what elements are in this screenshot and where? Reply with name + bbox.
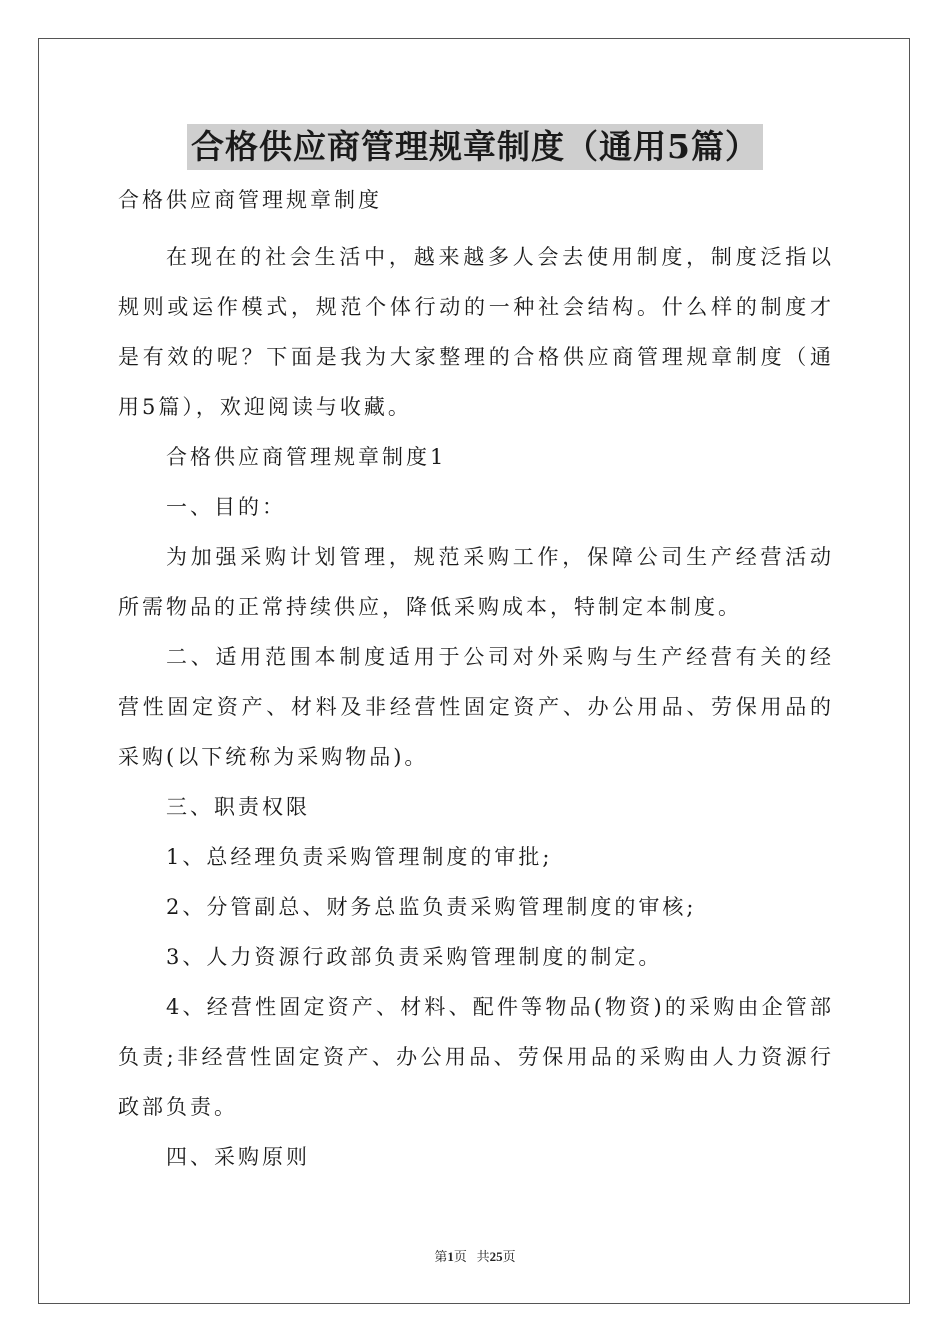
page-suffix: 页	[453, 1249, 467, 1264]
heading-responsibilities: 三、职责权限	[166, 795, 310, 819]
total-suffix: 页	[502, 1249, 516, 1264]
paragraph-intro: 在现在的社会生活中，越来越多人会去使用制度，制度泛指以规则或运作模式，规范个体行动的一种社会结构。什么样的制度才是有效的呢？下面是我为大家整理的合格供应商管理规章制度（通用5篇），欢迎阅读与收藏。	[118, 245, 834, 419]
paragraph-scope: 二、适用范围本制度适用于公司对外采购与生产经营有关的经营性固定资产、材料及非经营性固定资产、办公用品、劳保用品的采购(以下统称为采购物品)。	[118, 645, 834, 769]
list-item-2: 2、分管副总、财务总监负责采购管理制度的审核;	[166, 895, 697, 919]
heading-principles: 四、采购原则	[166, 1145, 310, 1169]
document-body	[118, 180, 834, 1182]
paragraph-purpose: 为加强采购计划管理，规范采购工作，保障公司生产经营活动所需物品的正常持续供应，降低采购成本，特制定本制度。	[118, 545, 834, 619]
document-subtitle: 合格供应商管理规章制度	[118, 188, 382, 212]
title-container	[0, 124, 950, 170]
total-pages: 25	[489, 1249, 503, 1264]
list-item-4: 4、经营性固定资产、材料、配件等物品(物资)的采购由企管部负责;非经营性固定资产、办公用品、劳保用品的采购由人力资源行政部负责。	[118, 995, 834, 1119]
list-item-3: 3、人力资源行政部负责采购管理制度的制定。	[166, 945, 663, 969]
heading-purpose: 一、目的：	[166, 495, 286, 519]
page-footer	[0, 1246, 950, 1265]
list-item-1: 1、总经理负责采购管理制度的审批;	[166, 845, 553, 869]
total-prefix: 共	[476, 1249, 490, 1264]
page-prefix: 第	[434, 1249, 448, 1264]
page-number: 1	[447, 1249, 454, 1264]
document-title: 合格供应商管理规章制度（通用5篇）	[187, 124, 763, 170]
section-heading-1: 合格供应商管理规章制度1	[166, 445, 447, 469]
